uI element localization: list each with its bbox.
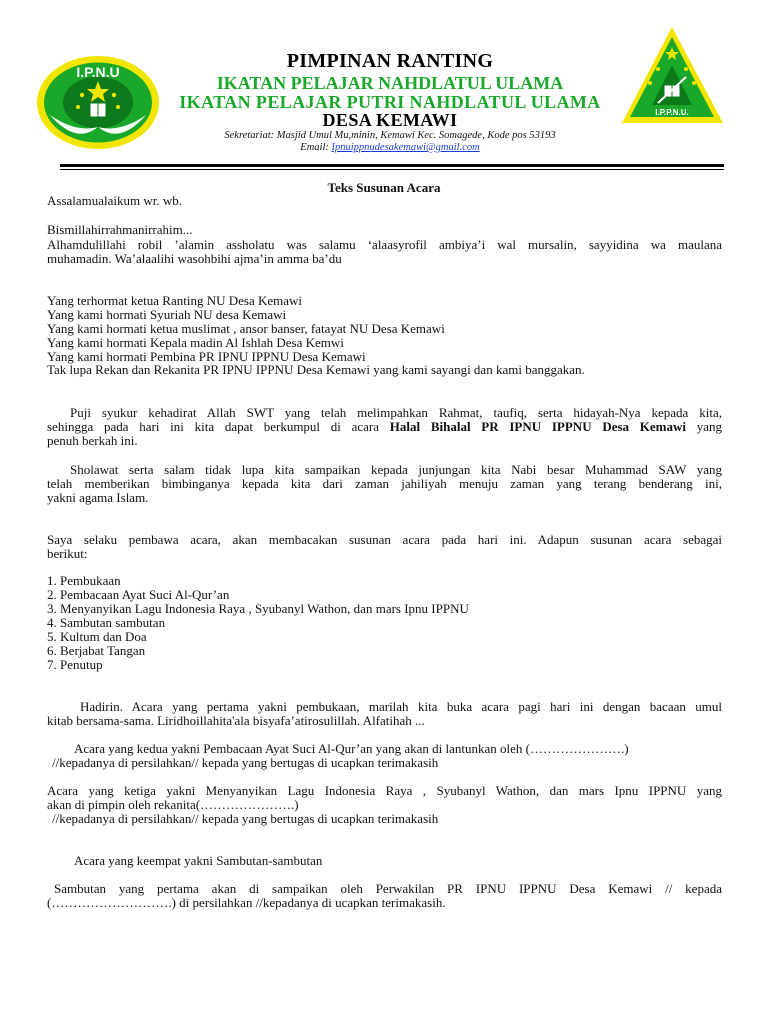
ipnu-logo-icon xyxy=(36,55,160,150)
sholawat-line-3: yakni agama Islam. xyxy=(47,490,149,505)
logo-left-text: I.P.N.U xyxy=(76,64,120,80)
acara3-line-3: //kepadanya di persilahkan// kepada yang bertugas di ucapkan terimakasih xyxy=(52,811,439,826)
letterhead-divider-thick xyxy=(60,164,724,167)
acara2-line-1: Acara yang kedua yakni Pembacaan Ayat Suci Al-Qur’an yang akan di lantunkan oleh (………………….) xyxy=(74,741,629,756)
agenda-item-2: 2. Pembacaan Ayat Suci Al-Qur’an xyxy=(47,587,230,602)
sholawat-line-2: telah memberikan bimbinganya kepada kita dari zaman jahiliyah menuju zaman yang terang benderang ini, xyxy=(47,476,722,491)
greeting-line-5: Yang kami hormati Pembina PR IPNU IPPNU Desa Kemawi xyxy=(47,349,366,364)
letterhead-village: DESA KEMAWI xyxy=(322,110,458,130)
logo-right-text: I.P.P.N.U. xyxy=(655,108,689,117)
sambutan-line-1: Sambutan yang pertama akan di sampaikan oleh Perwakilan PR IPNU IPPNU Desa Kemawi // kepada xyxy=(54,881,722,896)
greeting-line-6: Tak lupa Rekan dan Rekanita PR IPNU IPPNU Desa Kemawi yang kami sayangi dan kami banggakan. xyxy=(47,362,585,377)
letterhead-divider-thin xyxy=(60,169,724,170)
hadirin-line-2: kitab bersama-sama. Liridhoillahita'ala bisyafa’atirosulillah. Alfatihah ... xyxy=(47,713,425,728)
sambutan-line-2: (……………………….) di persilahkan //kepadanya di ucapkan terimakasih. xyxy=(47,895,446,910)
hadirin-line-1: Hadirin. Acara yang pertama yakni pembukaan, marilah kita buka acara pagi hari ini dengan bacaan umul xyxy=(80,699,722,714)
salam-line: Assalamualaikum wr. wb. xyxy=(47,193,183,208)
hamdalah-line-2: muhamadin. Wa’alaalihi wasohbihi ajma’in amma ba’du xyxy=(47,251,342,266)
acara3-line-1: Acara yang ketiga yakni Menyanyikan Lagu Indonesia Raya , Syubanyl Wathon, dan mars Ipnu IPPNU yang xyxy=(47,783,722,798)
greeting-line-4: Yang kami hormati Kepala madin Al Ishlah Desa Kemwi xyxy=(47,335,344,350)
ippnu-logo-icon xyxy=(620,25,725,125)
syukur-line-2 xyxy=(47,419,722,434)
agenda-item-5: 5. Kultum dan Doa xyxy=(47,629,147,644)
agenda-item-3: 3. Menyanyikan Lagu Indonesia Raya , Syubanyl Wathon, dan mars Ipnu IPPNU xyxy=(47,601,469,616)
syukur-text-c: yang xyxy=(696,419,722,434)
greeting-line-1: Yang terhormat ketua Ranting NU Desa Kemawi xyxy=(47,293,303,308)
hamdalah-line-1: Alhamdulillahi robil ’alamin assholatu was salamu ‘alaasyrofil ambiya’i wal mursalin, sayyidina wa maulana xyxy=(47,237,722,252)
syukur-line-3: penuh berkah ini. xyxy=(47,433,138,448)
acara2-line-2: //kepadanya di persilahkan// kepada yang bertugas di ucapkan terimakasih xyxy=(52,755,439,770)
intro-line-1: Saya selaku pembawa acara, akan membacakan susunan acara pada hari ini. Adapun susunan acara sebagai xyxy=(47,532,722,547)
letterhead-org-ipnu: IKATAN PELAJAR NAHDLATUL ULAMA xyxy=(216,73,564,93)
greeting-line-2: Yang kami hormati Syuriah NU desa Kemawi xyxy=(47,307,287,322)
email-label: Email: xyxy=(300,142,332,153)
agenda-item-7: 7. Penutup xyxy=(47,657,103,672)
email-link[interactable]: Ipnuippnudesakemawi@gmail.com xyxy=(331,142,480,153)
letterhead-org-ippnu: IKATAN PELAJAR PUTRI NAHDLATUL ULAMA xyxy=(179,92,601,112)
agenda-item-4: 4. Sambutan sambutan xyxy=(47,615,166,630)
syukur-line-1: Puji syukur kehadirat Allah SWT yang telah melimpahkan Rahmat, taufiq, serta hidayah-Nya kepada kita, xyxy=(70,405,722,420)
syukur-text-a: sehingga pada hari ini kita dapat berkumpul di acara xyxy=(47,419,380,434)
acara4-line: Acara yang keempat yakni Sambutan-sambutan xyxy=(74,853,323,868)
intro-line-2: berikut: xyxy=(47,546,88,561)
event-name: Halal Bihalal PR IPNU IPPNU Desa Kemawi xyxy=(389,419,686,434)
agenda-item-1: 1. Pembukaan xyxy=(47,573,121,588)
letterhead-address: Sekretariat: Masjid Umul Mu,minin, Kemawi Kec. Somagede, Kode pos 53193 xyxy=(224,130,556,141)
sholawat-line-1: Sholawat serta salam tidak lupa kita sampaikan kepada junjungan kita Nabi besar Muhammad SAW yang xyxy=(70,462,722,477)
document-heading: Teks Susunan Acara xyxy=(327,180,441,195)
letterhead-title: PIMPINAN RANTING xyxy=(286,50,494,72)
basmalah-line: Bismillahirrahmanirrahim... xyxy=(47,222,193,237)
agenda-item-6: 6. Berjabat Tangan xyxy=(47,643,146,658)
letterhead-email-line xyxy=(160,142,620,153)
acara3-line-2: akan di pimpin oleh rekanita(………………….) xyxy=(47,797,299,812)
greeting-line-3: Yang kami hormati ketua muslimat , ansor banser, fatayat NU Desa Kemawi xyxy=(47,321,445,336)
